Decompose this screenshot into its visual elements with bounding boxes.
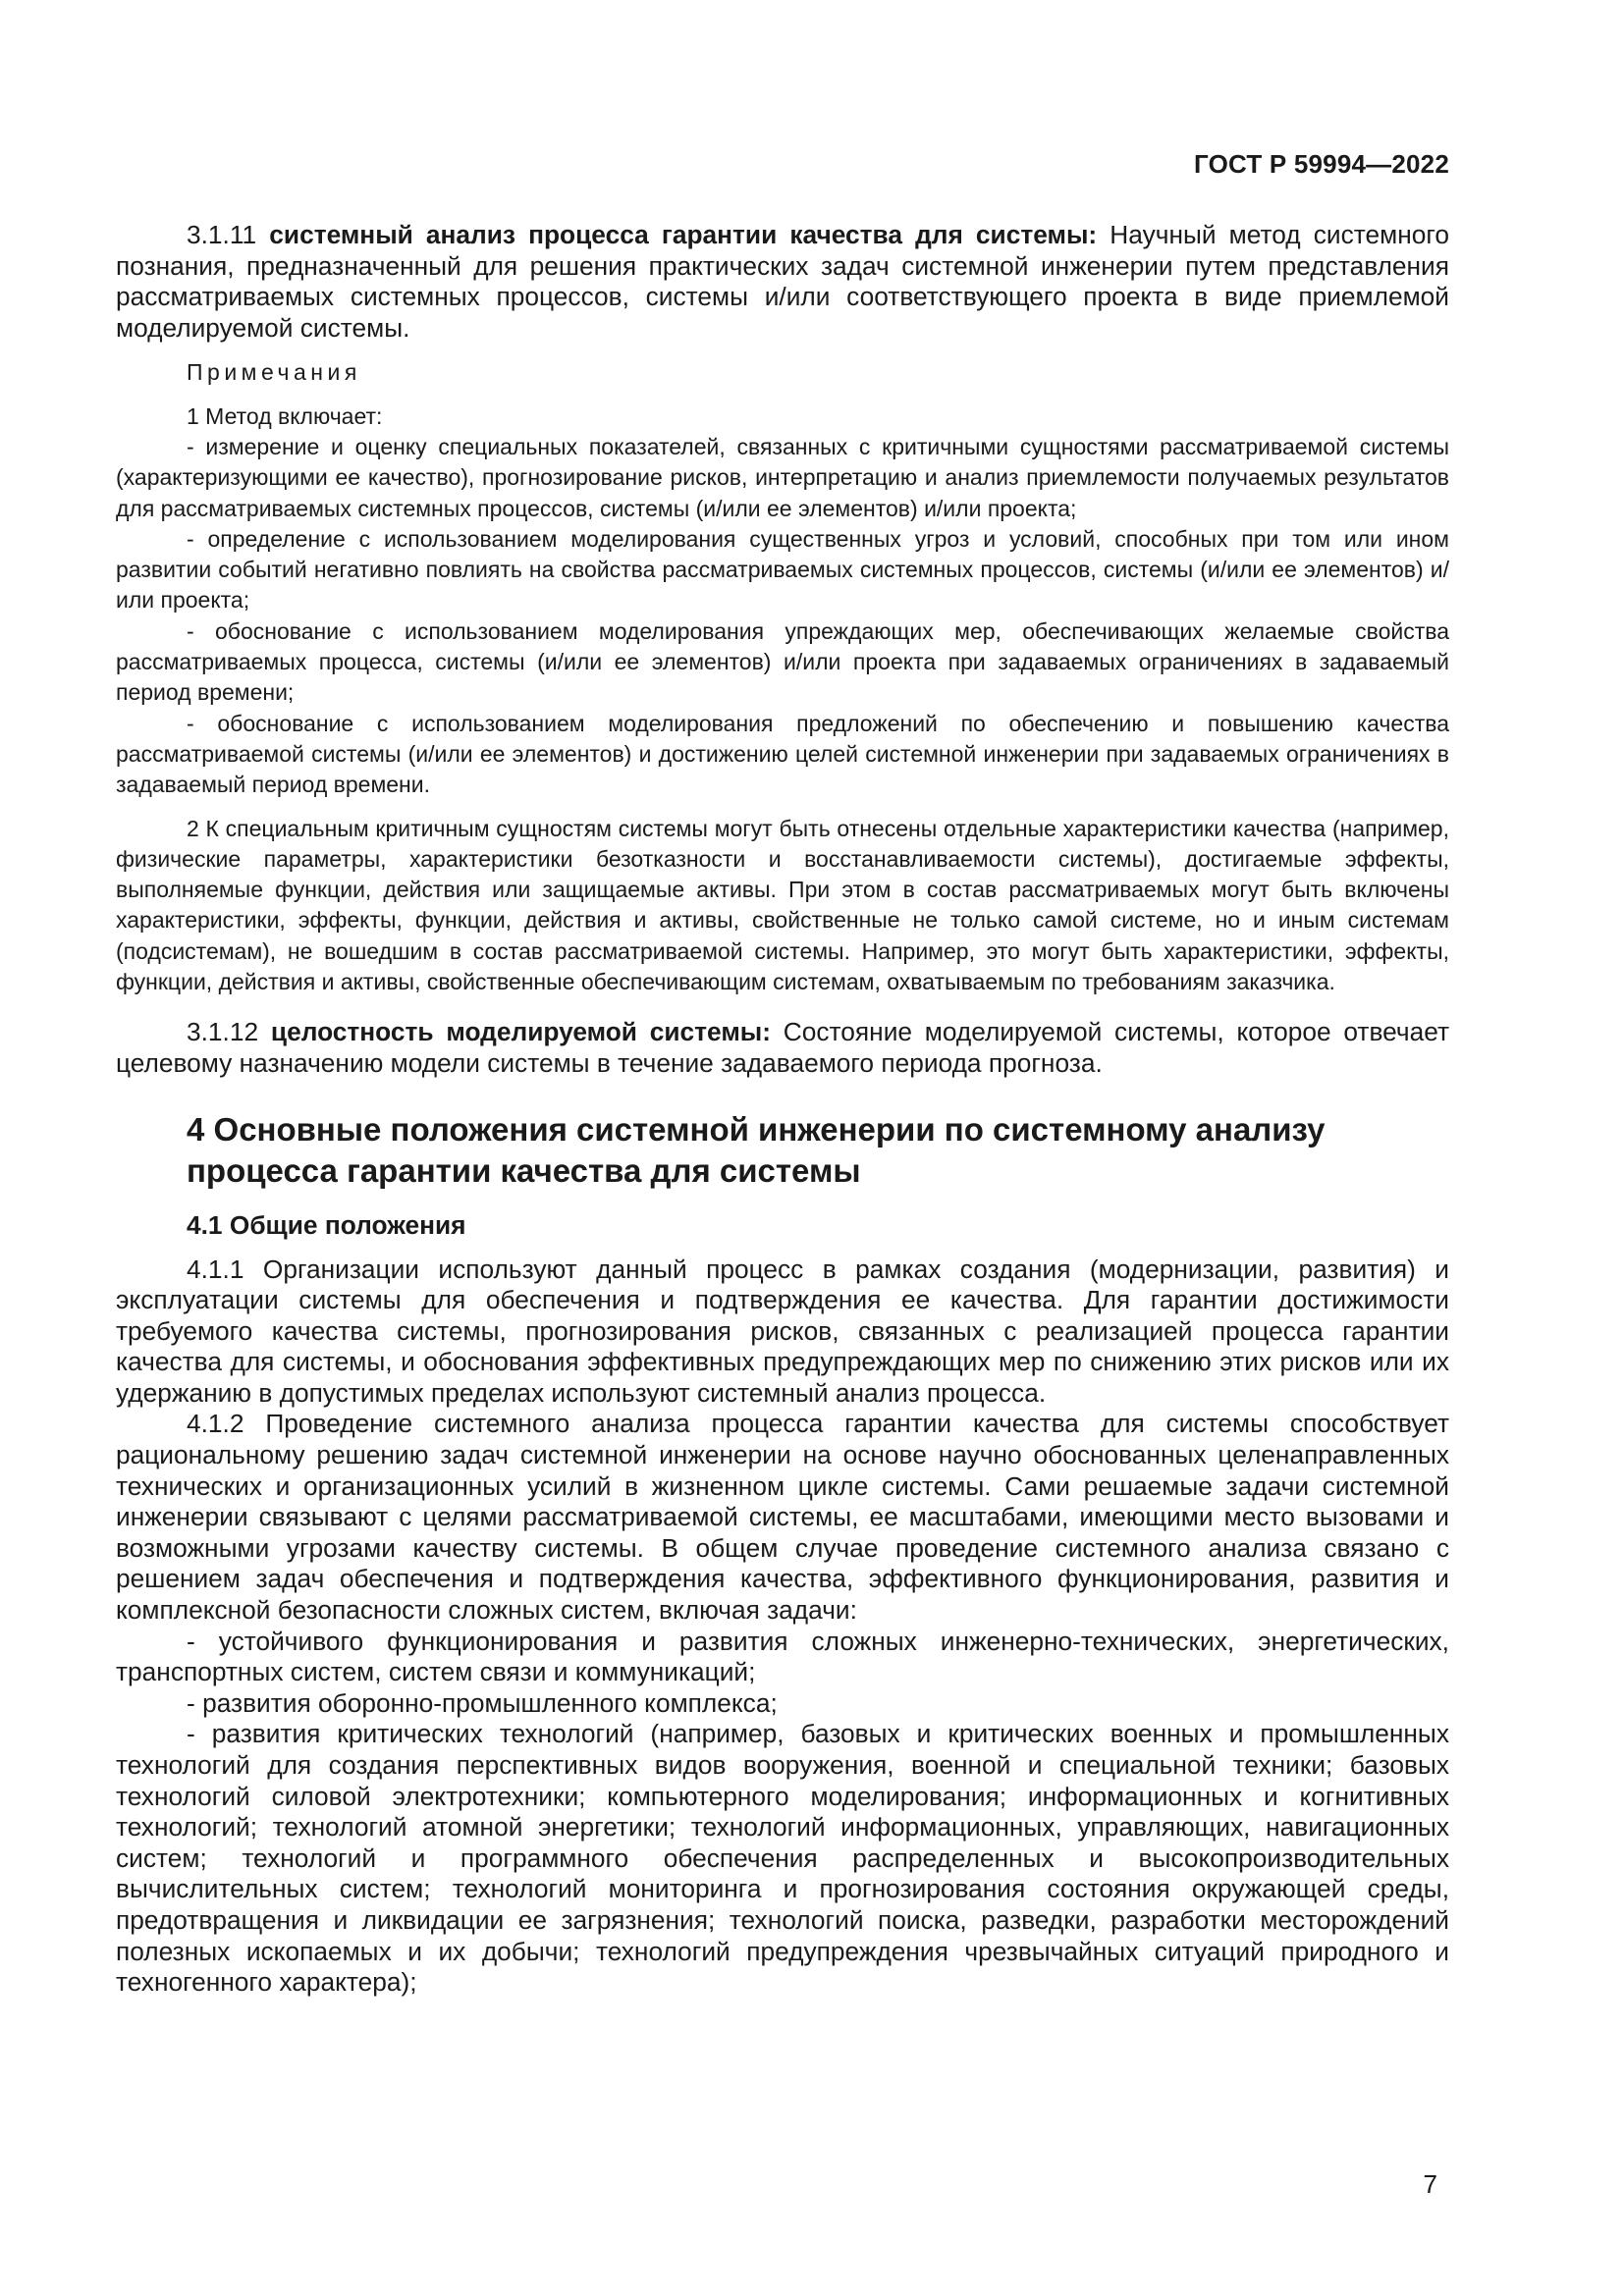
term-definition: Состояние моделируемой системы, которое отвечает целевому назначению модели системы в течение задаваемого периода прогноза.: [116, 1017, 1449, 1078]
note-1-item: - обоснование с использованием моделирования предложений по обеспечению и повышению качества рассматриваемой системы (и/или ее элементов) и достижению целей системной инженерии при задаваемых ограничениях в задаваемый период времени.: [116, 710, 1449, 798]
section-4-heading-line-2: процесса гарантии качества для системы: [187, 1151, 861, 1189]
term-number: 3.1.12: [187, 1017, 259, 1047]
paragraph-4-1-2: 4.1.2 Проведение системного анализа процесса гарантии качества для системы способствует рациональному решению задач системной инженерии на основе научно обоснованных целенаправленных технических и организационных усилий в жизненном цикле системы. Сами решаемые задачи системной инженерии связывают с целями рассматриваемой системы, ее масштабами, имеющими место вызовами и возможными угрозами качеству системы. В общем случае проведение системного анализа связано с решением задач обеспечения и подтверждения качества, эффективного функционирования, развития и комплексной безопасности сложных систем, включая задачи:: [116, 1409, 1449, 1626]
paragraph-4-1-1: 4.1.1 Организации используют данный процесс в рамках создания (модернизации, развития) и эксплуатации системы для обеспечения и подтверждения ее качества. Для гарантии достижимости требуемого качества системы, прогнозирования рисков, связанных с реализацией процесса гарантии качества для системы, и обоснования эффективных предупреждающих мер по снижению этих рисков или их удержанию в допустимых пределах используют системный анализ процесса.: [116, 1254, 1449, 1408]
document-id-header: ГОСТ Р 59994—2022: [1194, 149, 1449, 179]
note-1-item: - измерение и оценку специальных показателей, связанных с критичными сущностями рассматриваемой системы (характеризующими ее качество), прогнозирование рисков, интерпретацию и анализ приемлемости получаемых результатов для рассматриваемых системных процессов, системы (и/или ее элементов) и/или проекта;: [116, 433, 1449, 521]
note-1-item: - определение с использованием моделирования существенных угроз и условий, способных при том или ином развитии событий негативно повлиять на свойства рассматриваемых системных процессов, системы (и/или ее элементов) и/или проекта;: [116, 525, 1449, 614]
term-3-1-12: [116, 1017, 1449, 1079]
list-item: - устойчивого функционирования и развития сложных инженерно-технических, энергетических, транспортных систем, систем связи и коммуникаций;: [116, 1626, 1449, 1687]
term-definition: Научный метод системного познания, предназначенный для решения практических задач системной инженерии путем представления рассматриваемых системных процессов, системы и/или соответствующего проекта в виде приемлемой моделируемой системы.: [116, 220, 1449, 343]
term-name: системный анализ процесса гарантии качества для системы:: [269, 220, 1098, 249]
term-number: 3.1.11: [187, 220, 257, 249]
notes-title: Примечания: [187, 359, 361, 386]
note-2: 2 К специальным критичным сущностям системы могут быть отнесены отдельные характеристики качества (например, физические параметры, характеристики безотказности и восстанавливаемости системы), достигаемые эффекты, выполняемые функции, действия или защищаемые активы. При этом в состав рассматриваемых могут быть включены характеристики, эффекты, функции, действия и активы, свойственные не только самой системе, но и иным системам (подсистемам), не вошедшим в состав рассматриваемой системы. Например, это могут быть характеристики, эффекты, функции, действия и активы, свойственные обеспечивающим системам, охватываемым по требованиям заказчика.: [116, 815, 1449, 995]
section-4-heading-line-1: 4 Основные положения системной инженерии по системному анализу: [187, 1110, 1326, 1148]
note-1-intro: 1 Метод включает:: [187, 402, 383, 429]
section-4-heading: [116, 1109, 1449, 1192]
term-name: целостность моделируемой системы:: [270, 1017, 771, 1047]
list-item: - развития оборонно-промышленного комплекса;: [187, 1687, 778, 1718]
term-3-1-11: [116, 220, 1449, 344]
list-item: - развития критических технологий (например, базовых и критических военных и промышленных технологий для создания перспективных видов вооружения, военной и специальной техники; базовых технологий силовой электротехники; компьютерного моделирования; информационных и когнитивных технологий; технологий атомной энергетики; технологий информационных, управляющих, навигационных систем; технологий и программного обеспечения распределенных и высокопроизводительных вычислительных систем; технологий мониторинга и прогнозирования состояния окружающей среды, предотвращения и ликвидации ее загрязнения; технологий поиска, разведки, разработки месторождений полезных ископаемых и их добычи; технологий предупреждения чрезвычайных ситуаций природного и техногенного характера);: [116, 1719, 1449, 1998]
subsection-4-1-heading: 4.1 Общие положения: [187, 1209, 466, 1240]
note-1-item: - обоснование с использованием моделирования упреждающих мер, обеспечивающих желаемые свойства рассматриваемых процесса, системы (и/или ее элементов) и/или проекта при задаваемых ограничениях в задаваемый период времени;: [116, 617, 1449, 706]
page-content: [116, 220, 1449, 1999]
page-number: 7: [1423, 2169, 1437, 2199]
